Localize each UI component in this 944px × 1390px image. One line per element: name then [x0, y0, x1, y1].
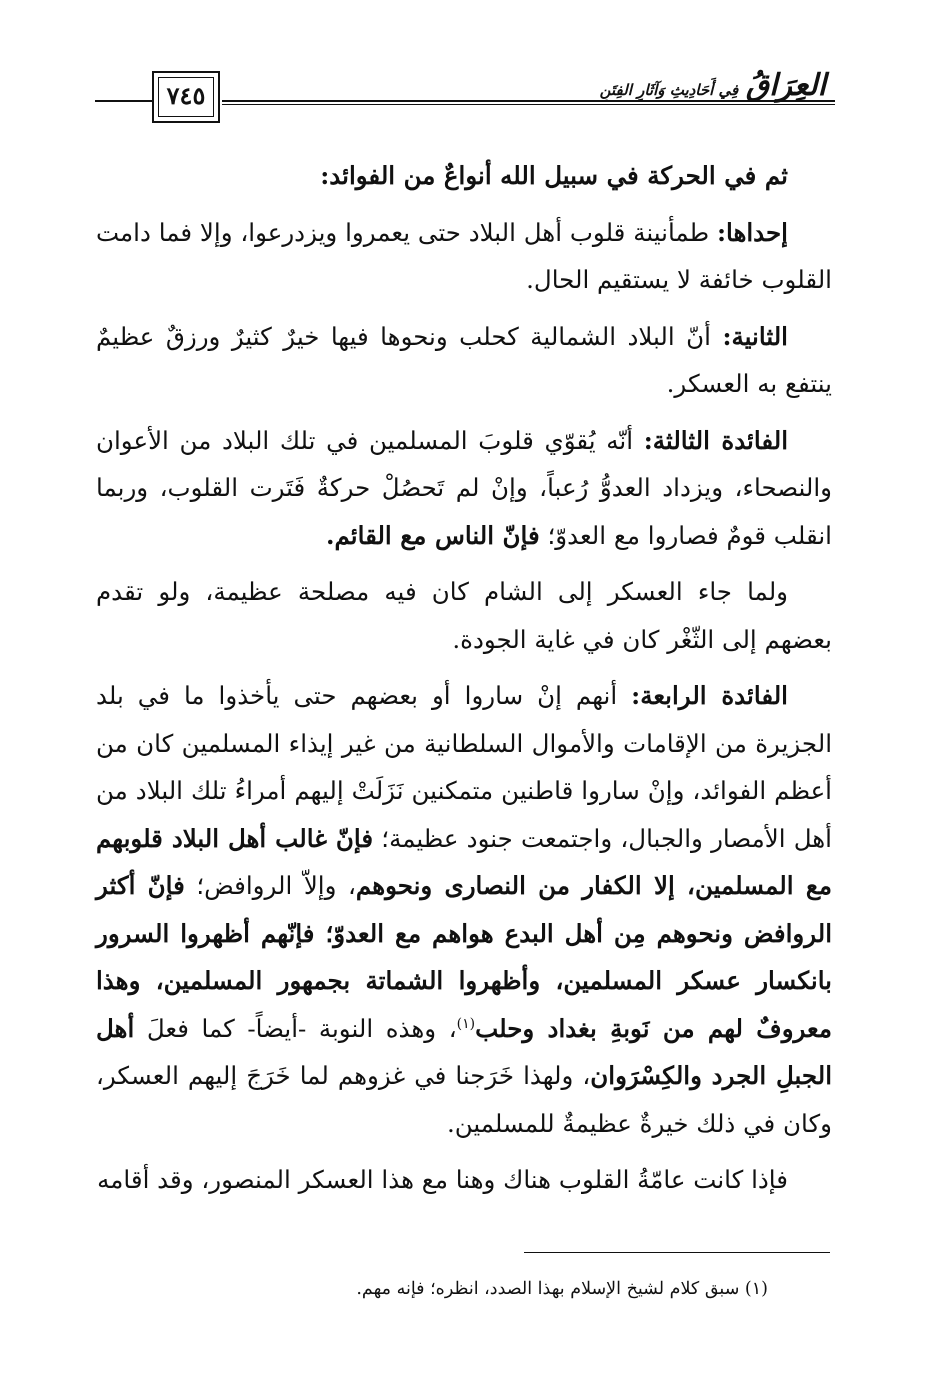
paragraph-bold-text: فإنّ أكثر الروافض ونحوهم مِن أهل البدع هواهم مع العدوّ؛ فإنّهم أظهروا السرور بانكسار عسكر المسلمين، وأظهروا الشماتة بجمهور المسلمين، وهذا معروفٌ لهم من نَوبةِ بغداد وحلب — [96, 871, 832, 1043]
paragraph-text: ، وهذه النوبة -أيضاً- كما فعلَ — [134, 1013, 457, 1043]
footnote-rule — [524, 1252, 830, 1253]
running-title-main: العِرَاقُ — [745, 68, 826, 103]
page-number-box — [152, 71, 220, 123]
paragraph-first-benefit — [96, 209, 832, 304]
footnote: (١) سبق كلام لشيخ الإسلام بهذا الصدد، انظره؛ فإنه مهم. — [356, 1279, 768, 1299]
paragraph-lead: الثانية: — [722, 321, 788, 351]
paragraph-lead: الفائدة الثالثة: — [643, 425, 788, 455]
running-title — [600, 68, 826, 103]
paragraph-bold-tail: فإنّ الناس مع القائم. — [325, 520, 540, 550]
paragraph-text: أنهم إنْ ساروا أو بعضهم حتى يأخذوا ما في بلد الجزيرة من الإقامات والأموال السلطانية من غير إيذاء المسلمين كان من أعظم الفوائد، وإنْ ساروا قاطنين متمكنين نَزَلَتْ إليهم أمراءُ تلك البلاد من أهل الأمصار والجبال، واجتمعت جنود عظيمة؛ — [96, 681, 832, 853]
header-rule-left — [95, 100, 153, 102]
paragraph-bold-text: أهل الجبلِ الجرد والكِسْرَوان — [96, 1013, 832, 1090]
paragraph-text: ، ولهذا خَرَجنا في غزوهم لما خَرَجَ إليهم العسكر، وكان في ذلك خيرةٌ عظيمةٌ للمسلمين. — [96, 1061, 832, 1138]
paragraph-text: طمأنينة قلوب أهل البلاد حتى يعمروا ويزدرعوا، وإلا فما دامت القلوب خائفة لا يستقيم الحال. — [96, 217, 832, 294]
running-title-rest: فِي أَحَادِيثِ وَآثَارِ الفِتَنِ — [599, 81, 739, 99]
footnote-reference[interactable]: (١) — [456, 1015, 476, 1032]
page-number: ٧٤٥ — [166, 81, 206, 110]
paragraph-third-benefit — [96, 417, 832, 560]
paragraph-bold-text: فإنّ غالب أهل البلاد قلوبهم مع المسلمين، إلا الكفار من النصارى ونحوهم — [96, 823, 832, 900]
main-text — [96, 152, 832, 1204]
paragraph-second-benefit — [96, 313, 832, 408]
paragraph-fourth-benefit — [96, 672, 832, 1147]
paragraph-text: أنّه يُقوّي قلوبَ المسلمين في تلك البلاد من الأعوان والنصحاء، ويزداد العدوُّ رُعباً، وإنْ لم تَحصُلْ حركةٌ فَتَرت القلوب، وربما انقلب قومٌ فصاروا مع العدوّ؛ — [96, 425, 832, 550]
paragraph-lead: إحداها: — [716, 217, 788, 247]
paragraph-text: ، وإلاّ الروافض؛ — [184, 871, 356, 900]
paragraph-sham: ولما جاء العسكر إلى الشام كان فيه مصلحة عظيمة، ولو تقدم بعضهم إلى الثّغْر كان في غاية الجودة. — [96, 577, 832, 654]
header-rule-right-thin — [222, 104, 835, 105]
paragraph-text: أنّ البلاد الشمالية كحلب ونحوها فيها خيرٌ كثيرٌ ورزقٌ عظيمٌ ينتفع به العسكر. — [96, 321, 832, 398]
paragraph-intro: ثم في الحركة في سبيل الله أنواعٌ من الفوائد: — [320, 161, 788, 190]
paragraph-lead: الفائدة الرابعة: — [631, 681, 788, 710]
paragraph-closing: فإذا كانت عامّةُ القلوب هناك وهنا مع هذا العسكر المنصور، وقد أقامه — [97, 1165, 788, 1194]
